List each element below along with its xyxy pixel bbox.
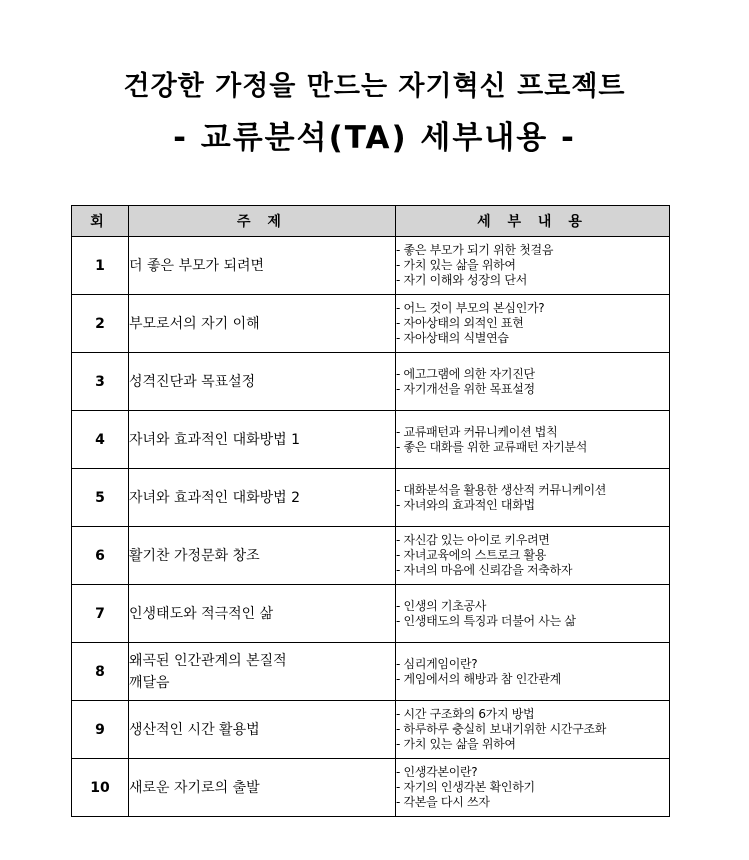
topic-line: 자녀와 효과적인 대화방법 2 [129,489,301,506]
session-topic [129,759,396,817]
header-topic: 주 제 [129,206,396,237]
session-details [396,585,670,643]
table-row [72,759,670,817]
session-details [396,411,670,469]
session-number: 8 [72,643,129,701]
session-details [396,353,670,411]
detail-item: - 자신감 있는 아이로 키우려면 [396,533,550,547]
session-topic [129,701,396,759]
table-body [72,237,670,817]
session-topic [129,585,396,643]
topic-line: 생산적인 시간 활용법 [129,721,260,738]
detail-item: - 대화분석을 활용한 생산적 커뮤니케이션 [396,482,607,497]
detail-item: - 시간 구조화의 6가지 방법 [396,707,535,721]
topic-line: 인생태도와 적극적인 삶 [129,605,274,622]
detail-item: - 심리게임이란? [396,656,478,671]
topic-line: 자녀와 효과적인 대화방법 1 [129,431,301,448]
session-number: 9 [72,701,129,759]
session-details [396,759,670,817]
topic-line: 부모로서의 자기 이해 [129,315,260,332]
detail-item: - 가치 있는 삶을 위하여 [396,258,516,272]
detail-item: - 자녀교육에의 스트로크 활용 [396,548,547,562]
session-number: 6 [72,527,129,585]
topic-line: 새로운 자기로의 출발 [129,779,260,796]
detail-item: - 하루하루 충실히 보내기위한 시간구조화 [396,722,607,736]
topic-line: 성격진단과 목표설정 [129,373,256,390]
detail-item: - 자기 이해와 성장의 단서 [396,273,528,287]
session-topic [129,411,396,469]
session-number: 4 [72,411,129,469]
table-header-row [72,206,670,237]
table-row [72,643,670,701]
detail-item: - 어느 것이 부모의 본심인가? [396,301,545,315]
session-topic [129,469,396,527]
detail-item: - 게임에서의 해방과 참 인간관계 [396,671,561,686]
detail-item: - 교류패턴과 커뮤니케이션 법칙 [396,424,558,439]
detail-item: - 에고그램에 의한 자기진단 [396,366,535,381]
detail-item: - 좋은 대화를 위한 교류패턴 자기분석 [396,439,587,454]
session-details [396,295,670,353]
table-row [72,701,670,759]
session-topic [129,527,396,585]
table-row [72,295,670,353]
topic-line: 깨달음 [129,674,170,691]
document-title: 건강한 가정을 만드는 자기혁신 프로젝트 [123,71,626,102]
session-number: 3 [72,353,129,411]
session-number: 2 [72,295,129,353]
table-row [72,237,670,295]
detail-item: - 인생의 기초공사 [396,598,487,613]
table-row [72,469,670,527]
document-subtitle: - 교류분석(TA) 세부내용 - [173,120,576,156]
detail-item: - 좋은 부모가 되기 위한 첫걸음 [396,243,554,257]
topic-line: 활기찬 가정문화 창조 [129,547,260,564]
session-topic [129,353,396,411]
session-details [396,527,670,585]
session-details [396,237,670,295]
session-topic [129,295,396,353]
detail-item: - 인생각본이란? [396,765,478,779]
session-number: 5 [72,469,129,527]
session-number: 1 [72,237,129,295]
detail-item: - 자녀와의 효과적인 대화법 [396,497,535,512]
table-row [72,411,670,469]
detail-item: - 자아상태의 식별연습 [396,331,509,345]
detail-item: - 각본을 다시 쓰자 [396,795,490,809]
header-number: 회 [72,206,129,237]
session-details [396,701,670,759]
detail-item: - 자아상태의 외적인 표현 [396,316,524,330]
detail-item: - 가치 있는 삶을 위하여 [396,737,516,751]
topic-line: 더 좋은 부모가 되려면 [129,257,265,274]
session-number: 10 [72,759,129,817]
session-details [396,643,670,701]
topic-line: 왜곡된 인간관계의 본질적 [129,652,287,669]
detail-item: - 자녀의 마음에 신뢰감을 저축하자 [396,563,573,577]
program-table [71,205,670,817]
detail-item: - 자기의 인생각본 확인하기 [396,780,535,794]
detail-item: - 인생태도의 특징과 더불어 사는 삶 [396,613,576,628]
table-row [72,353,670,411]
table-row [72,527,670,585]
session-topic [129,237,396,295]
detail-item: - 자기개선을 위한 목표설정 [396,381,535,396]
session-topic [129,643,396,701]
session-number: 7 [72,585,129,643]
session-details [396,469,670,527]
table-row [72,585,670,643]
header-detail: 세 부 내 용 [396,206,670,237]
